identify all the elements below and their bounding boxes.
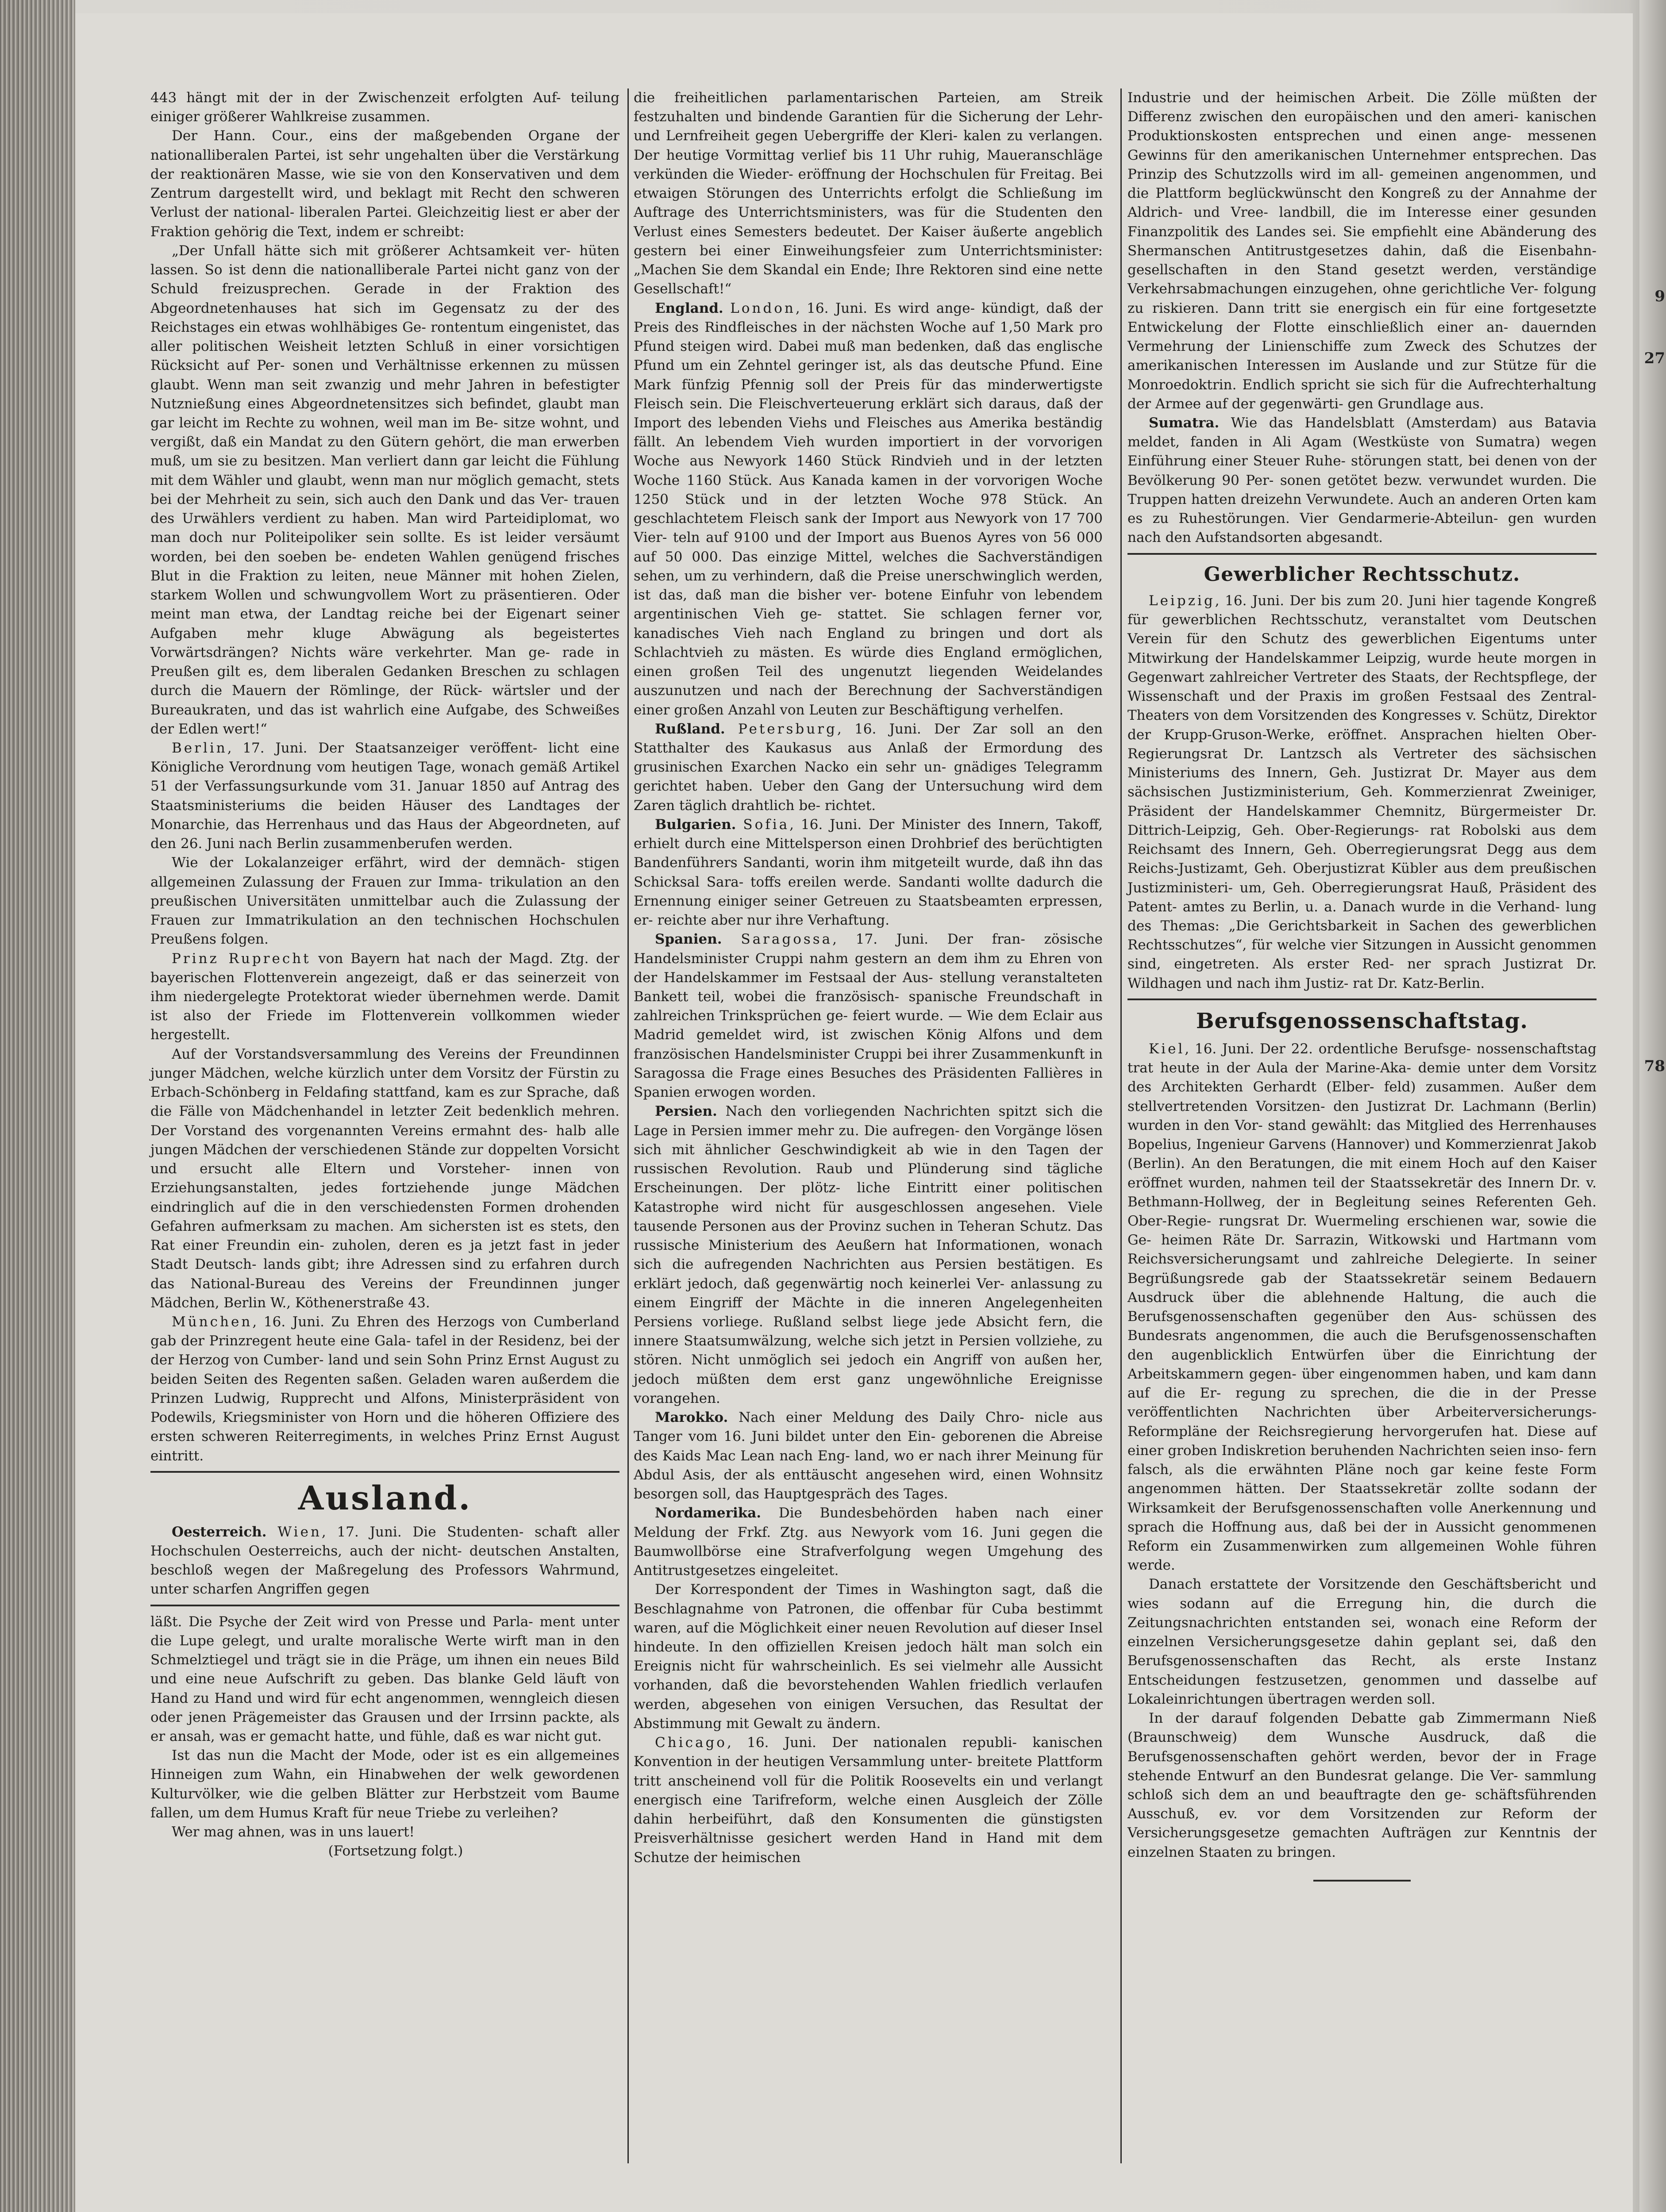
paragraph: Wie der Lokalanzeiger erfährt, wird der demnäch- stigen allgemeinen Zulassung der Frauen zur Imma- trikulation an den preußischen Universitäten unmittelbar auch die Zulassung der Frauen zur Immatrikulation an den technischen Hochschulen Preußens folgen. <box>150 855 619 948</box>
country-label: Nordamerika. <box>655 1505 762 1521</box>
paragraph: Industrie und der heimischen Arbeit. Die Zölle müßten der Differenz zwischen den europäischen und den ameri- kanischen Produktionskosten entsprechen und einen ange- messenen Gewinns für den amerikanischen Unternehmer entsprechen. Das Prinzip des Schutzzolls wird im all- gemeinen angenommen, und die Plattform beglückwünscht den Kongreß zu der Annahme der Aldrich- und Vree- landbill, die im Interesse einer gesunden Finanzpolitik des Landes sei. Sie empfiehlt eine Abänderung des Shermanschen Antitrustgesetzes dahin, daß die Eisenbahn- gesellschaften in den Stand gesetzt werden, verständige Verkehrsabmachungen einzugehen, ohne gerichtliche Ver- folgung zu riskieren. Dann tritt sie energisch ein für eine fortgesetzte Entwickelung der Flotte einschließlich einer an- dauernden Vermehrung der Linienschiffe zum Zweck des Schutzes der amerikanischen Interessen im Auslande und zur Stütze für die Monroedoktrin. Endlich spricht sie sich für die Aufrechterhaltung der Armee auf der gegenwärti- gen Grundlage aus. <box>1127 90 1597 412</box>
column-middle <box>634 88 1103 2168</box>
paragraph: Danach erstattete der Vorsitzende den Geschäftsbericht und wies sodann auf die Erregung hin, die durch die Zeitungsnachrichten entstanden sei, wonach eine Reform der einzelnen Versicherungsgesetze dahin geplant sei, daß den Berufsgenossenschaften das Recht, als erste Instanz Entscheidungen festzusetzen, genommen und dasselbe auf Lokaleinrichtungen übertragen werden soll. <box>1127 1576 1597 1707</box>
section-heading-berufsgenossenschaftstag: Berufsgenossenschaftstag. <box>1196 1008 1528 1033</box>
country-label: Spanien. <box>655 931 722 948</box>
end-rule <box>1313 1880 1411 1882</box>
city-name: Leipzig <box>1149 593 1215 609</box>
column-left <box>150 88 619 2141</box>
paragraph: Der Korrespondent der Times in Washington sagt, daß die Beschlagnahme von Patronen, die offenbar für Cuba bestimmt waren, auf die Möglichkeit einer neuen Revolution auf dieser Insel hindeute. In den offiziellen Kreisen jedoch hält man solch ein Ereignis nicht für wahrscheinlich. Es sei vielmehr alle Aussicht vorhanden, daß die bevorstehenden Wahlen friedlich verlaufen werden, abgesehen von einigen Versuchen, das Resultat der Abstimmung mit Gewalt zu ändern. <box>634 1582 1103 1732</box>
quote-paragraph: „Der Unfall hätte sich mit größerer Achtsamkeit ver- hüten lassen. So ist denn die nationalliberale Partei nicht ganz von der Schuld freizusprechen. Gerade in der Fraktion des Abgeordnetenhauses hat sich im Gegensatz zu der des Reichstages ein etwas wohlhäbiges Ge- rontentum eingenistet, das aller politischen Weisheit letzten Schluß in einer vorsichtigen Rücksicht auf Per- sonen und Verhältnisse erkennen zu müssen glaubt. Wenn man seit zwanzig und mehr Jahren in befestigter Nutznießung eines Abgeordnetensitzes sich befindet, glaubt man gar leicht im Rechte zu wohnen, weil man im Be- sitze wohnt, und vergißt, daß ein Mandat zu den Gütern gehört, die man erwerben muß, um sie zu besitzen. Man verliert dann gar leicht die Fühlung mit dem Wähler und glaubt, wenn man nur möglich gemacht, stets bei der Mehrheit zu sein, sich auch den Dank und das Ver- trauen des Urwählers verdient zu haben. Man wird Parteidiplomat, wo man doch nur Politeipoliker sein sollte. Es ist leider versäumt worden, bei den soeben be- endeten Wahlen genügend frisches Blut in die Fraktion zu leiten, neue Männer mit hohen Zielen, starkem Wollen und schwungvollem Wort zu präsentieren. Oder meint man etwa, der Landtag reiche bei der Eigenart seiner Aufgaben mehr kluge Abwägung als begeistertes Vorwärtsdrängen? Nichts wäre verkehrter. Man ge- rade in Preußen gilt es, dem liberalen Gedanken Breschen zu schlagen durch die Mauern der Römlinge, der Rück- wärtsler und der Bureaukraten, und das ist wahrlich eine Aufgabe, des Schweißes der Edlen wert!“ <box>150 242 619 737</box>
section-heading-rechtsschutz: Gewerblicher Rechtsschutz. <box>1204 563 1520 586</box>
news-item-spanien: Spanien. Saragossa, 17. Juni. Der fran- zösische Handelsminister Cruppi nahm gestern an dem ihm zu Ehren von der Handelskammer im Festsaal der Aus- stellung veranstalteten Bankett teil, wobei die französisch- spanische Freundschaft in zahlreichen Trinksprüchen ge- feiert wurde. — Wie dem Eclair aus Madrid gemeldet wird, ist zwischen König Alfons und dem französischen Handelsminister Cruppi bei ihrer Zusammenkunft in Saragossa die Frage eines Besuches des Präsidenten Fallières in Spanien erwogen worden. <box>634 931 1103 1101</box>
paragraph: 443 hängt mit der in der Zwischenzeit erfolgten Auf- teilung einiger größerer Wahlkreise zusammen. <box>150 90 619 125</box>
paragraph: Auf der Vorstandsversammlung des Vereins der Freundinnen junger Mädchen, welche kürzlich unter dem Vorsitz der Fürstin zu Erbach-Schönberg in Feldafing stattfand, kam es zur Sprache, daß die Fälle von Mädchenhandel in letzter Zeit bedenklich mehren. Der Vorstand des vorgenannten Vereins ermahnt des- halb alle jungen Mädchen der verschiedenen Stände zur doppelten Vorsicht und ersucht alle Eltern und Vorsteher- innen von Erziehungsanstalten, jedes fortziehende junge Mädchen eindringlich auf die in den verschiedensten Formen drohenden Gefahren aufmerksam zu machen. Am sichersten ist es stets, den Rat einer Freundin ein- zuholen, deren es ja jetzt fast in jeder Stadt Deutsch- lands gibt; ihre Adressen sind zu erfahren durch das National-Bureau des Vereins der Freundinnen junger Mädchen, Berlin W., Köthenerstraße 43. <box>150 1046 619 1311</box>
news-item-berlin: Berlin, 17. Juni. Der Staatsanzeiger veröffent- licht eine Königliche Verordnung vom heutigen Tage, wonach gemäß Artikel 51 der Verfassungsurkunde vom 31. Januar 1850 auf Antrag des Staatsministeriums die beiden Häuser des Landtages der Monarchie, das Herrenhaus und das Haus der Abgeordneten, auf den 26. Juni nach Berlin zusammenberufen werden. <box>150 740 619 852</box>
country-label: Marokko. <box>655 1409 728 1426</box>
news-item-russland: Rußland. Petersburg, 16. Juni. Der Zar soll an den Statthalter des Kaukasus aus Anlaß der Ermordung des grusinischen Exarchen Nacko ein sehr un- gnädiges Telegramm gerichtet haben. Ueber den Gang der Untersuchung wird dem Zaren täglich drahtlich be- richtet. <box>634 721 1103 814</box>
newspaper-page <box>75 13 1633 2212</box>
country-label: Rußland. <box>655 721 725 737</box>
person-name: Prinz Ruprecht <box>172 950 311 967</box>
news-item-kiel: Kiel, 16. Juni. Der 22. ordentliche Berufsge- nossenschaftstag trat heute in der Aula der Marine-Aka- demie unter dem Vorsitz des Architekten Gerhardt (Elber- feld) zusammen. Außer dem stellvertretenden Vorsitzen- den Justizrat Dr. Lachmann (Berlin) wurden in den Vor- stand gewählt: das Mitglied des Herrenhauses Bopelius, Ingenieur Garvens (Hannover) und Kommerzienrat Jakob (Berlin). An den Beratungen, die mit einem Hoch auf den Kaiser eröffnet wurden, nahmen teil der Staatssekretär des Innern Dr. v. Bethmann-Hollweg, der in Begleitung seines Referenten Geh. Ober-Regie- rungsrat Dr. Wuermeling erschienen war, sowie die Ge- heimen Räte Dr. Sarrazin, Witkowski und Hartmann vom Reichsversicherungsamt und zahlreiche Delegierte. In seiner Begrüßungsrede gab der Staatssekretär seinem Bedauern Ausdruck über die ablehnende Haltung, die auch die Berufsgenossenschaften gegenüber den Aus- schüssen des Bundesrats angenommen, die auch die Berufsgenossenschaften den augenblicklich Entwürfen über die Einrichtung der Arbeitskammern gegen- über eingenommen haben, und kam dann auf die Er- regung zu sprechen, die die in der Presse veröffentlichten Nachrichten über Arbeiterversicherungs-Reformpläne der Reichsregierung hervorgerufen hat. Diese auf einer groben Indiskretion beruhenden Nachrichten seien inso- fern falsch, als die erwähnten Pläne noch gar keine feste Form angenommen hätten. Der Staatssekretär zollte sodann der Wirksamkeit der Berufsgenossenschaften volle Anerkennung und sprach die Hoffnung aus, daß bei der in Aussicht genommenen Reform ein Zusammenwirken zum allgemeinen Wohle führen werde. <box>1127 1041 1597 1574</box>
country-label: Sumatra. <box>1149 415 1220 431</box>
section-rule <box>1127 553 1597 555</box>
city-name: Berlin <box>172 740 227 756</box>
continuation-note: (Fortsetzung folgt.) <box>328 1843 463 1859</box>
paragraph: In der darauf folgenden Debatte gab Zimmermann Nieß (Braunschweig) dem Wunsche Ausdruck, daß die Berufsgenossenschaften gehört werden, bevor der in Frage stehende Entwurf an den Bundesrat gelange. Die Ver- sammlung schloß sich dem an und beauftragte den ge- schäftsführenden Ausschuß, ev. vor dem Vorsitzenden zur Reform der Versicherungsgesetze gemachten Aufträgen zur Kenntnis der einzelnen Staaten zu bringen. <box>1127 1710 1597 1860</box>
news-item-marokko: Marokko. Nach einer Meldung des Daily Chro- nicle aus Tanger vom 16. Juni bildet unter den Ein- geborenen die Abreise des Kaids Mac Lean nach Eng- land, wo er nach ihrer Meinung für Abdul Asis, der als enttäuscht angesehen wird, einen Wohnsitz besorgen soll, das Hauptgespräch des Tages. <box>634 1409 1103 1502</box>
feuilleton-rule <box>150 1605 619 1606</box>
section-rule <box>150 1471 619 1473</box>
news-item-leipzig: Leipzig, 16. Juni. Der bis zum 20. Juni hier tagende Kongreß für gewerblichen Rechtsschutz, veranstaltet vom Deutschen Verein für den Schutz des gewerblichen Eigentums unter Mitwirkung der Handelskammer Leipzig, wurde heute morgen in Gegenwart zahlreicher Vertreter des Staats, der Rechtspflege, der Wissenschaft und der Praxis im großen Festsaal des Zentral-Theaters von dem Vorsitzenden des Kongresses v. Schütz, Direktor der Krupp-Gruson-Werke, eröffnet. Ansprachen hielten Ober- Regierungsrat Dr. Lantzsch als Vertreter des sächsischen Ministeriums des Innern, Geh. Justizrat Dr. Mayer aus dem sächsischen Justizministerium, Geh. Kommerzienrat Zweiniger, Präsident der Handelskammer Chemnitz, Bürgermeister Dr. Dittrich-Leipzig, Geh. Ober-Regierungs- rat Robolski aus dem Reichsamt des Innern, Geh. Oberregierungsrat Degg aus dem Reichs-Justizamt, Geh. Oberjustizrat Kübler aus dem preußischen Justizministeri- um, Geh. Oberregierungsrat Hauß, Präsident des Patent- amtes zu Berlin, u. a. Danach wurde in die Verhand- lung des Themas: „Die Gerichtsbarkeit in Sachen des gewerblichen Rechtsschutzes“, für welche vier Sitzungen in Aussicht genommen sind, eingetreten. Als erster Red- ner sprach Justizrat Dr. Wildhagen und nach ihm Justiz- rat Dr. Katz-Berlin. <box>1127 593 1597 991</box>
column-right <box>1127 88 1597 2168</box>
country-label: Bulgarien. <box>655 816 736 833</box>
news-item-nordamerika: Nordamerika. Die Bundesbehörden haben nach einer Meldung der Frkf. Ztg. aus Newyork vom 16. Juni gegen die Baumwollbörse eine Strafverfolgung wegen Umgehung des Antitrustgesetzes eingeleitet. <box>634 1505 1103 1579</box>
section-rule <box>1127 998 1597 1000</box>
city-name: London <box>730 300 796 316</box>
column-rule-1 <box>627 88 629 2163</box>
edge-mark: 27 <box>1644 349 1665 367</box>
news-item-chicago: Chicago, 16. Juni. Der nationalen republi- kanischen Konvention in der heutigen Versammlung unter- breitete Plattform tritt anscheinend voll für die Politik Roosevelts ein und verlangt energisch eine Tarifreform, welche einen Ausgleich der Zölle dahin herbeiführt, daß den Konsumenten die günstigsten Preisverhältnisse gesichert werden Hand in Hand mit dem Schutze der heimischen <box>634 1735 1103 1866</box>
city-name: Wien <box>277 1524 322 1540</box>
feuilleton-paragraph: Wer mag ahnen, was in uns lauert! <box>172 1824 415 1840</box>
edge-mark: 78 <box>1644 1057 1665 1075</box>
city-name: Saragossa <box>741 931 833 948</box>
country-label: Oesterreich. <box>172 1524 267 1540</box>
city-name: München <box>172 1314 253 1330</box>
country-label: Persien. <box>655 1103 717 1120</box>
feuilleton-paragraph: läßt. Die Psyche der Zeit wird von Presse und Parla- ment unter die Lupe gelegt, und uralte moralische Werte wirft man in den Schmelztiegel und trägt sie in die Präge, um ihnen ein neues Bild und eine neue Aufschrift zu geben. Das blanke Geld läuft von Hand zu Hand und wird für echt angenommen, wenngleich diesen oder jenen Prägemeister das Grausen und der Irrsinn packte, als er ansah, was er gemacht hatte, und fühle, daß es war nicht gut. <box>150 1613 619 1745</box>
section-heading-ausland: Ausland. <box>298 1479 472 1517</box>
news-item-oesterreich: Oesterreich. Wien, 17. Juni. Die Studenten- schaft aller Hochschulen Oesterreichs, auch der nicht- deutschen Anstalten, beschloß wegen der Maßregelung des Professors Wahrmund, unter scharfen Angriffen gegen <box>150 1524 620 1598</box>
city-name: Chicago <box>655 1735 727 1751</box>
city-name: Sofia <box>743 816 790 833</box>
news-item-sumatra: Sumatra. Wie das Handelsblatt (Amsterdam) aus Batavia meldet, fanden in Ali Agam (Westküste von Sumatra) wegen Einführung einer Steuer Ruhe- störungen statt, bei denen von der Bevölkerung 90 Per- sonen getötet bezw. verwundet wurden. Die Truppen hatten dreizehn Verwundete. Auch an anderen Orten kam es zu Ruhestörungen. Vier Gendarmerie-Abteilun- gen wurden nach den Aufstandsorten abgesandt. <box>1127 415 1597 546</box>
paragraph: Der Hann. Cour., eins der maßgebenden Organe der nationalliberalen Partei, ist sehr ungehalten über die Verstärkung der reaktionären Masse, wie sie von den Konservativen und dem Zentrum dargestellt wird, und beklagt mit Recht den schweren Verlust der national- liberalen Partei. Gleichzeitig liest er aber der Fraktion gehörig die Text, indem er schreibt: <box>150 128 619 240</box>
country-label: England. <box>655 300 723 316</box>
feuilleton-paragraph: Ist das nun die Macht der Mode, oder ist es ein allgemeines Hinneigen zum Wahn, ein Hinabwehen der welk gewordenen Kulturvölker, wie die gelben Blätter zur Herbstzeit vom Baume fallen, um dem Humus Kraft für neue Triebe zu verleihen? <box>150 1747 619 1821</box>
news-item-ruprecht: Prinz Ruprecht von Bayern hat nach der Magd. Ztg. der bayerischen Flottenverein angezeigt, daß er das seinerzeit von ihm niedergelegte Protektorat wieder übernehmen werde. Damit ist also der Friede im Flottenverein vollkommen wieder hergestellt. <box>150 950 619 1043</box>
news-item-persien: Persien. Nach den vorliegenden Nachrichten spitzt sich die Lage in Persien immer mehr zu. Die aufregen- den Vorgänge lösen sich mit ähnlicher Geschwindigkeit ab wie in den Tagen der russischen Revolution. Raub und Plünderung sind tägliche Erscheinungen. Der plötz- liche Eintritt einer politischen Katastrophe wird nicht für ausgeschlossen angesehen. Viele tausende Personen aus der Provinz suchen in Teheran Schutz. Das russische Ministerium des Aeußern hat Informationen, wonach sich die aufregenden Nachrichten aus Persien bestätigen. Es erklärt jedoch, daß gegenwärtig noch keinerlei Ver- anlassung zu einem Eingriff der Mächte in die inneren Angelegenheiten Persiens vorliege. Rußland selbst liege jede Absicht fern, die innere Staatsumwälzung, welche sich jetzt in Persien vollziehe, zu stören. Nicht unmöglich sei jedoch ein Angriff von außen her, jedoch müßten dem erst ganz ungewöhnliche Ereignisse vorangehen. <box>634 1103 1103 1406</box>
adjacent-page-edge <box>1639 0 1666 2212</box>
edge-mark: 9 <box>1654 288 1665 305</box>
news-item-bulgarien: Bulgarien. Sofia, 16. Juni. Der Minister des Innern, Takoff, erhielt durch eine Mittelsperson einen Drohbrief des berüchtigten Bandenführers Sandanti, worin ihm mitgeteilt wurde, daß ihn das Schicksal Sara- toffs ereilen werde. Sandanti wollte dadurch die Ernennung einiger seiner Getreuen zu Staatsbeamten erpressen, er- reichte aber nur ihre Verhaftung. <box>634 816 1103 929</box>
column-rule-2 <box>1120 88 1122 2163</box>
paragraph: die freiheitlichen parlamentarischen Parteien, am Streik festzuhalten und bindende Garantien für die Sicherung der Lehr- und Lernfreiheit gegen Uebergriffe der Kleri- kalen zu verlangen. Der heutige Vormittag verlief bis 11 Uhr ruhig, Maueranschläge verkünden die Wieder- eröffnung der Hochschulen für Freitag. Bei etwaigen Störungen des Unterrichts erfolgt die Schließung im Auftrage des Unterrichtsministers, was für die Studenten den Verlust eines Semesters bedeutet. Der Kaiser äußerte angeblich gestern bei einer Einweihungsfeier zum Unterrichtsminister: „Machen Sie dem Skandal ein Ende; Ihre Rektoren sind eine nette Gesellschaft!“ <box>634 90 1103 297</box>
book-binding <box>0 0 75 2212</box>
news-item-muenchen: München, 16. Juni. Zu Ehren des Herzogs von Cumberland gab der Prinzregent heute eine Gala- tafel in der Residenz, bei der der Herzog von Cumber- land und sein Sohn Prinz Ernst August zu beiden Seiten des Regenten saßen. Geladen waren außerdem die Prinzen Ludwig, Rupprecht und Alfons, Ministerpräsident von Podewils, Kriegsminister von Horn und die höheren Offiziere des ersten schweren Reiterregiments, in welches Prinz Ernst August eintritt. <box>150 1314 619 1464</box>
city-name: Kiel <box>1149 1041 1185 1057</box>
city-name: Petersburg <box>738 721 837 737</box>
news-item-england: England. London, 16. Juni. Es wird ange- kündigt, daß der Preis des Rindfleisches in der nächsten Woche auf 1,50 Mark pro Pfund steigen wird. Dabei muß man bedenken, daß das englische Pfund um ein Zehntel geringer ist, als das deutsche Pfund. Eine Mark fünfzig Pfennig soll der Preis für das minderwertigste Fleisch sein. Die Fleischverteuerung erklärt sich daraus, daß der Import des lebenden Viehs und Fleisches aus Amerika beständig fällt. An lebendem Vieh wurden importiert in der vorvorigen Woche aus Newyork 1460 Stück Rindvieh und in der letzten Woche 1160 Stück. Aus Kanada kamen in der vorvorigen Woche 1250 Stück und in der letzten Woche 978 Stück. An geschlachtetem Fleisch sank der Import aus Newyork von 17 700 Vier- teln auf 9100 und der Import aus Buenos Ayres von 56 000 auf 50 000. Das einzige Mittel, welches die Sachverständigen sehen, um zu verhindern, daß die Preise unerschwinglich werden, ist das, daß man die bisher ver- botene Einfuhr von lebendem argentinischen Vieh ge- stattet. Sie schlagen ferner vor, kanadisches Vieh nach England zu bringen und dort als Schlachtvieh zu mästen. Es würde dies England ermöglichen, einen großen Teil des ungenutzt liegenden Weidelandes auszunutzen und nach der Berechnung der Sachverständigen einer großen Anzahl von Leuten zur Beschäftigung verhelfen. <box>634 300 1103 718</box>
